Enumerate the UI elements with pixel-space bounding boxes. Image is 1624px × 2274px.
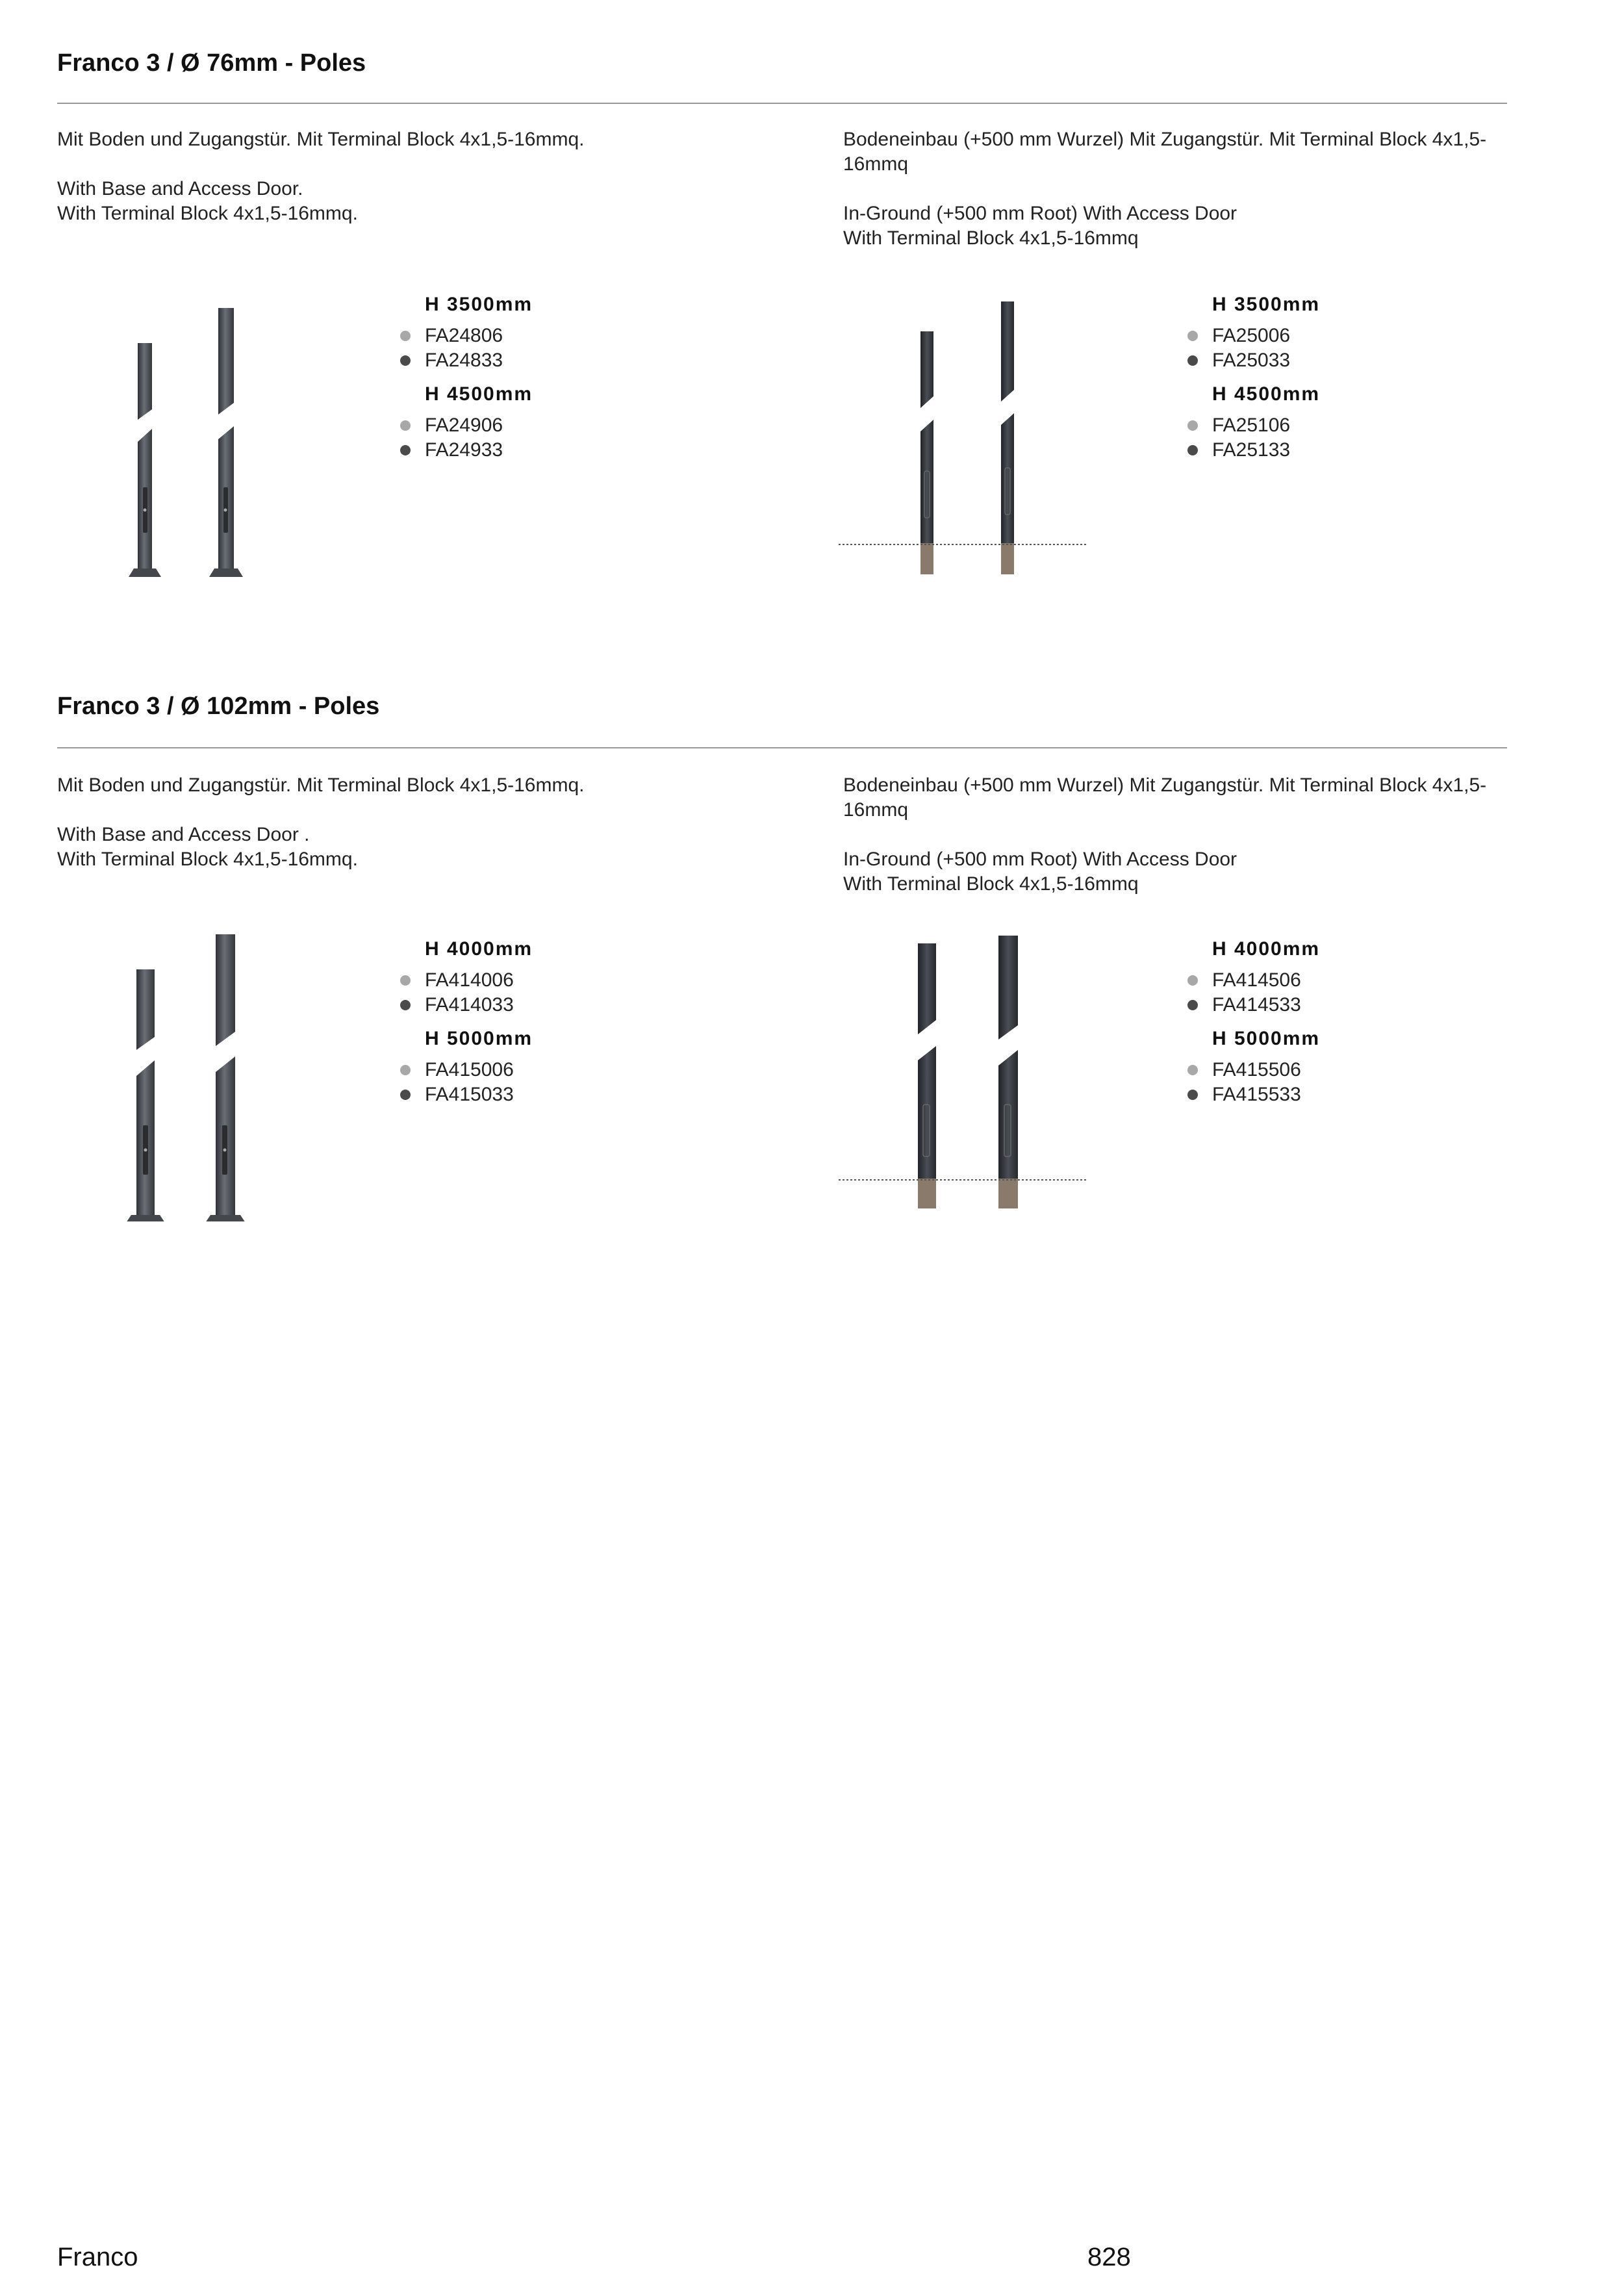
pole-short: [129, 343, 161, 577]
desc-line-de: Bodeneinbau (+500 mm Wurzel) Mit Zugangstür. Mit Terminal Block 4x1,5-16mmq: [843, 129, 1487, 175]
variant-height: H 4000mm: [425, 938, 533, 960]
desc-line-de: Bodeneinbau (+500 mm Wurzel) Mit Zugangstür. Mit Terminal Block 4x1,5-16mmq: [843, 774, 1487, 821]
desc-line-en-terminal: With Terminal Block 4x1,5-16mmq.: [57, 203, 358, 224]
light-grey-dot-icon: [400, 975, 411, 986]
dark-grey-dot-icon: [400, 445, 411, 455]
variant-code-dark: FA415533: [1187, 1082, 1421, 1107]
light-grey-dot-icon: [400, 1065, 411, 1075]
pole-tall: [998, 936, 1018, 1208]
light-grey-dot-icon: [1187, 1065, 1198, 1075]
pole-short: [918, 943, 936, 1208]
desc-line-en-terminal: With Terminal Block 4x1,5-16mmq.: [57, 849, 358, 870]
variant-code-light: FA415006: [400, 1058, 634, 1082]
variant-code-light: FA24906: [400, 413, 634, 438]
variant-code-light: FA25006: [1187, 324, 1421, 348]
variant-code-light: FA414006: [400, 968, 634, 993]
description-base: [57, 773, 746, 872]
light-grey-dot-icon: [400, 331, 411, 341]
variant-group: [400, 937, 634, 1017]
variant-group: [400, 292, 634, 373]
variant-code-dark: FA414533: [1187, 993, 1421, 1017]
description-inground: [843, 127, 1493, 251]
desc-line-en: With Base and Access Door.: [57, 178, 303, 199]
variant-list-inground: [1187, 292, 1421, 472]
variant-height: H 5000mm: [425, 1028, 533, 1049]
variant-code-light: FA414506: [1187, 968, 1421, 993]
dark-grey-dot-icon: [1187, 445, 1198, 455]
variant-code-light: FA25106: [1187, 413, 1421, 438]
dark-grey-dot-icon: [1187, 355, 1198, 366]
light-grey-dot-icon: [1187, 331, 1198, 341]
variant-group: [1187, 937, 1421, 1017]
variant-height: H 4000mm: [1212, 938, 1321, 960]
variant-group: [1187, 292, 1421, 373]
dark-grey-dot-icon: [400, 355, 411, 366]
variant-code-light: FA415506: [1187, 1058, 1421, 1082]
light-grey-dot-icon: [1187, 420, 1198, 431]
desc-line-de: Mit Boden und Zugangstür. Mit Terminal Block 4x1,5-16mmq.: [57, 774, 585, 796]
pole-tall: [1001, 301, 1014, 574]
desc-line-en: With Base and Access Door .: [57, 824, 310, 845]
variant-height: H 4500mm: [1212, 383, 1321, 405]
variant-height: H 3500mm: [1212, 294, 1321, 315]
section-divider: [57, 103, 1507, 104]
footer-brand: Franco: [57, 2243, 138, 2271]
section-title-76mm: Franco 3 / Ø 76mm - Poles: [57, 49, 366, 77]
dark-grey-dot-icon: [1187, 1000, 1198, 1010]
variant-code-light: FA24806: [400, 324, 634, 348]
variant-list-base: [400, 937, 634, 1116]
desc-line-en-terminal: With Terminal Block 4x1,5-16mmq: [843, 873, 1139, 895]
variant-height: H 3500mm: [425, 294, 533, 315]
pole-inground-illustration: [835, 292, 1108, 591]
pole-tall: [205, 934, 246, 1221]
variant-group: [1187, 1027, 1421, 1107]
light-grey-dot-icon: [1187, 975, 1198, 986]
variant-code-dark: FA24933: [400, 438, 634, 463]
dark-grey-dot-icon: [1187, 1090, 1198, 1100]
pole-short: [126, 969, 165, 1221]
dark-grey-dot-icon: [400, 1000, 411, 1010]
variant-height: H 5000mm: [1212, 1028, 1321, 1049]
variant-list-base: [400, 292, 634, 472]
variant-list-inground: [1187, 937, 1421, 1116]
pole-tall: [209, 308, 243, 577]
variant-code-dark: FA24833: [400, 348, 634, 373]
variant-code-dark: FA415033: [400, 1082, 634, 1107]
pole-inground-illustration: [835, 923, 1108, 1221]
desc-line-en: In-Ground (+500 mm Root) With Access Door: [843, 849, 1237, 870]
section-divider: [57, 747, 1507, 748]
dark-grey-dot-icon: [400, 1090, 411, 1100]
section-title-102mm: Franco 3 / Ø 102mm - Poles: [57, 693, 380, 720]
pole-short: [920, 331, 933, 574]
desc-line-en: In-Ground (+500 mm Root) With Access Door: [843, 203, 1237, 224]
desc-line-de: Mit Boden und Zugangstür. Mit Terminal Block 4x1,5-16mmq.: [57, 129, 585, 150]
variant-group: [400, 1027, 634, 1107]
desc-line-en-terminal: With Terminal Block 4x1,5-16mmq: [843, 227, 1139, 249]
pole-with-base-illustration: [110, 299, 383, 598]
variant-group: [1187, 382, 1421, 463]
variant-height: H 4500mm: [425, 383, 533, 405]
variant-code-dark: FA25033: [1187, 348, 1421, 373]
variant-code-dark: FA25133: [1187, 438, 1421, 463]
variant-code-dark: FA414033: [400, 993, 634, 1017]
description-base: [57, 127, 746, 226]
light-grey-dot-icon: [400, 420, 411, 431]
pole-with-base-illustration: [110, 923, 383, 1221]
variant-group: [400, 382, 634, 463]
description-inground: [843, 773, 1493, 897]
page-number: 828: [1087, 2243, 1131, 2271]
